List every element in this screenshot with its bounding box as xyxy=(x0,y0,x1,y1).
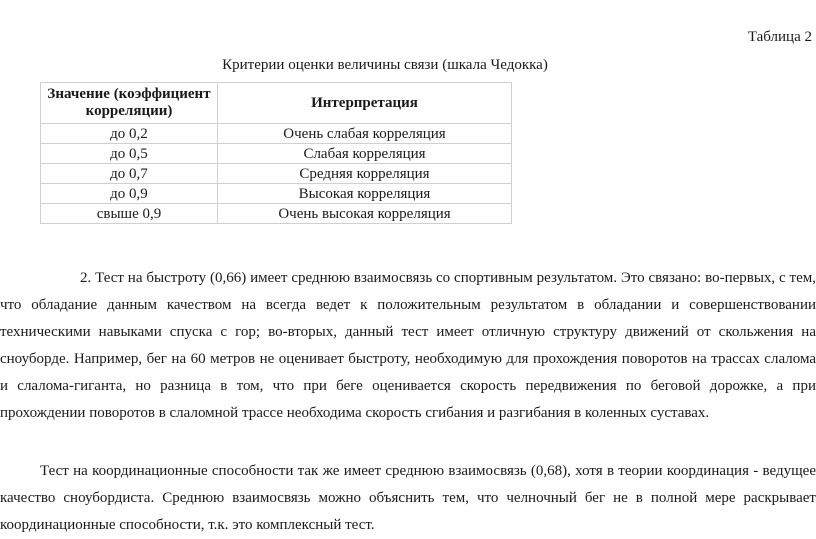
table-header-row xyxy=(41,83,512,124)
interpretation-cell: Слабая корреляция xyxy=(218,144,512,164)
table-row xyxy=(41,184,512,204)
interpretation-cell: Высокая корреляция xyxy=(218,184,512,204)
coefficient-cell: до 0,7 xyxy=(41,164,218,184)
interpretation-cell: Средняя корреляция xyxy=(218,164,512,184)
chaddock-scale-table xyxy=(40,82,512,224)
table-row xyxy=(41,124,512,144)
table-row xyxy=(41,164,512,184)
paragraph-coordination-test: Тест на координационные способности так же имеет среднюю взаимосвязь (0,68), хотя в теории координация - ведущее качество сноубордиста. Среднюю взаимосвязь можно объяснить тем, что челночный бег не в полной мере раскрывает координационные способности, т.к. это комплексный тест. xyxy=(0,463,816,533)
coefficient-cell: до 0,9 xyxy=(41,184,218,204)
interpretation-cell: Очень слабая корреляция xyxy=(218,124,512,144)
table-row xyxy=(41,204,512,224)
header-coefficient: Значение (коэффициент корреляции) xyxy=(41,83,218,124)
coefficient-cell: до 0,5 xyxy=(41,144,218,164)
coefficient-cell: до 0,2 xyxy=(41,124,218,144)
coefficient-cell: свыше 0,9 xyxy=(41,204,218,224)
interpretation-cell: Очень высокая корреляция xyxy=(218,204,512,224)
paragraph-speed-test: 2. Тест на быстроту (0,66) имеет среднюю взаимосвязь со спортивным результатом. Это связано: во-первых, с тем, что обладание данным качеством на всегда ведет к положительным результатом в обладании и совершенствовании техническими навыками спуска с гор; во-вторых, данный тест имеет отличную структуру движений от скольжения на сноуборде. Например, бег на 60 метров не оценивает быстроту, необходимую для прохождения поворотов на трассах слалома и слалома-гиганта, но разница в том, что при беге оценивается скорость передвижения по беговой дорожке, а при прохождении поворотов в слаломной трассе необходима скорость сгибания и разгибания в коленных суставах. xyxy=(0,270,816,421)
table-row xyxy=(41,144,512,164)
header-interpretation: Интерпретация xyxy=(218,83,512,124)
table-caption: Критерии оценки величины связи (шкала Чедокка) xyxy=(222,57,548,73)
table-number: Таблица 2 xyxy=(747,29,812,45)
